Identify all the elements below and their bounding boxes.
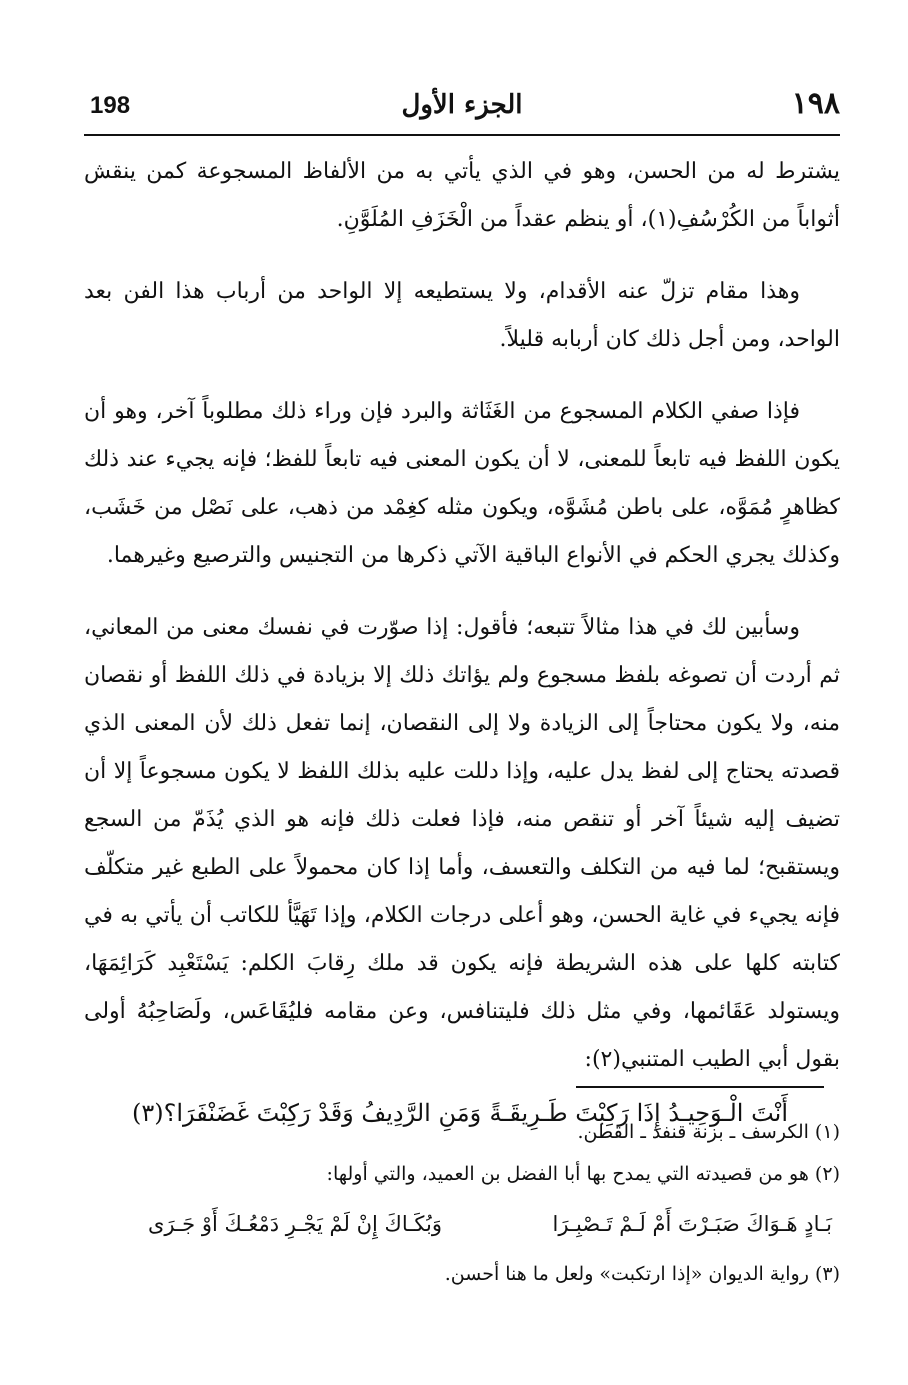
- footnote-separator: [576, 1086, 824, 1088]
- verse-right-hemistich: أَنْتَ الْـوَحِيـدُ إِذَا رَكِبْتَ طَـرِيقَـةً: [489, 1099, 788, 1127]
- page-header: [84, 82, 840, 136]
- paragraph-1: يشترط له من الحسن، وهو في الذي يأتي به من الألفاظ المسجوعة كمن ينقش أثواباً من الكُرْسُفِ(١)، أو ينظم عقداً من الْخَزَفِ المُلَوَّنِ.: [84, 159, 840, 232]
- footnote-3: (٣) رواية الديوان «إذا ارتكبت» ولعل ما هنا أحسن.: [444, 1263, 840, 1285]
- main-text: [84, 148, 840, 1136]
- footnote-1: (١) الكرسف ـ بزنة قنفذ ـ القطن.: [577, 1121, 840, 1143]
- footnotes: [84, 1114, 840, 1298]
- paragraph-3: فإذا صفي الكلام المسجوع من الغَثَاثة والبرد فإن وراء ذلك مطلوباً آخر، وهو أن يكون اللفظ فيه تابعاً للمعنى، لا أن يكون المعنى فيه تابعاً للفظ؛ فإنه يجيء عند ذلك كظاهرٍ مُمَوَّه، على باطن مُشَوَّه، ويكون مثله كغِمْد من ذهب، على نَصْل من خَشَب، وكذلك يجري الحكم في الأنواع الباقية الآتي ذكرها من التجنيس والترصيع وغيرهما.: [84, 399, 840, 568]
- page-number-arabic: ١٩٨: [791, 86, 840, 121]
- footnote-verse-right: بَـادٍ هَـوَاكَ صَبَـرْتَ أَمْ لَـمْ تَـصْبِـرَا: [552, 1212, 832, 1236]
- page-number-latin: 198: [90, 92, 131, 119]
- footnote-2-verse: [84, 1206, 840, 1242]
- paragraph-2: وهذا مقام تزلّ عنه الأقدام، ولا يستطيعه إلا الواحد من أرباب هذا الفن بعد الواحد، ومن أجل ذلك كان أربابه قليلاً.: [84, 279, 840, 352]
- verse-left-hemistich: وَمَنِ الرَّدِيفُ وَقَدْ رَكِبْتَ غَضَنْفَرَا؟(٣): [132, 1099, 482, 1127]
- footnote-verse-left: وَبُكَـاكَ إِنْ لَمْ يَجْـرِ دَمْعُـكَ أَوْ جَـرَى: [148, 1212, 442, 1236]
- paragraph-4: وسأبين لك في هذا مثالاً تتبعه؛ فأقول: إذا صوّرت في نفسك معنى من المعاني، ثم أردت أن تصوغه بلفظ مسجوع ولم يؤاتك ذلك إلا بزيادة في ذلك اللفظ أو نقصان منه، ولا يكون محتاجاً إلى الزيادة ولا إلى النقصان، إنما تفعل ذلك لأن المعنى الذي قصدته يحتاج إلى لفظ يدل عليه، وإذا دللت عليه بذلك اللفظ لا يكون مسجوعاً إلا أن تضيف إليه شيئاً آخر أو تنقص منه، فإذا فعلت ذلك فإنه هو الذي يُذَمّ من السجع ويستقبح؛ لما فيه من التكلف والتعسف، وأما إذا كان محمولاً على الطبع غير متكلّف فإنه يجيء في غاية الحسن، وهو أعلى درجات الكلام، وإذا تَهَيَّأ للكاتب أن يأتي به في كتابته كلها على هذه الشريطة فإنه يكون قد ملك رِقابَ الكلم: يَسْتَعْبِد كَرَائِمَهَا، ويستولد عَقَائمها، وفي مثل ذلك فليتنافس، وعن مقامه فليُقَاعَس، ولَصَاحِبُهُ أولى بقول أبي الطيب المتنبي(٢):: [84, 615, 840, 1072]
- footnote-2: (٢) هو من قصيدته التي يمدح بها أبا الفضل بن العميد، والتي أولها:: [326, 1163, 840, 1185]
- running-title: الجزء الأول: [401, 90, 523, 120]
